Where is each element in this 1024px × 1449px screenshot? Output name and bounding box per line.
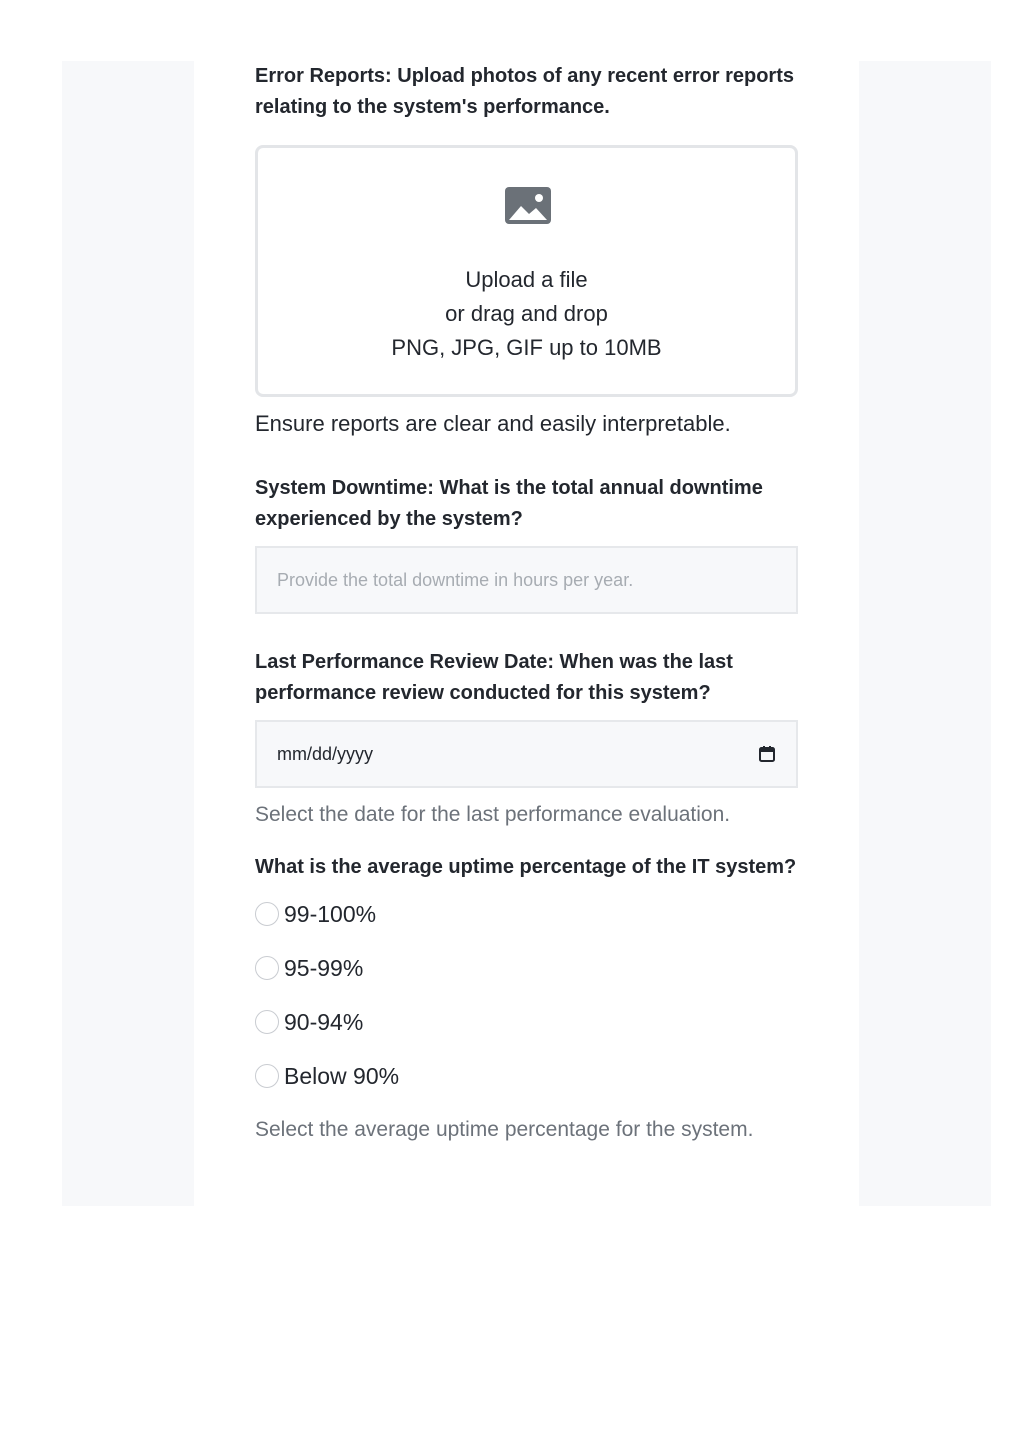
upload-instructions	[258, 263, 795, 365]
file-types-text: PNG, JPG, GIF up to 10MB	[391, 335, 662, 360]
radio-button[interactable]	[255, 1010, 279, 1034]
file-upload-dropzone[interactable]	[255, 145, 798, 397]
error-reports-help: Ensure reports are clear and easily interpretable.	[255, 411, 731, 436]
radio-button[interactable]	[255, 1064, 279, 1088]
drag-drop-text: or drag and drop	[445, 301, 608, 326]
downtime-input[interactable]	[255, 546, 798, 614]
radio-label: Below 90%	[284, 1062, 400, 1089]
image-icon	[505, 187, 551, 224]
uptime-option-99-100[interactable]	[255, 899, 798, 929]
downtime-label: System Downtime: What is the total annual downtime experienced by the system?	[255, 477, 763, 530]
uptime-label: What is the average uptime percentage of the IT system?	[255, 856, 797, 878]
uptime-radio-group	[255, 899, 798, 1091]
radio-button[interactable]	[255, 902, 279, 926]
radio-button[interactable]	[255, 956, 279, 980]
calendar-icon[interactable]	[758, 745, 776, 763]
review-date-help: Select the date for the last performance evaluation.	[255, 803, 731, 826]
uptime-option-90-94[interactable]	[255, 1007, 798, 1037]
form-content	[255, 61, 798, 1145]
radio-label: 90-94%	[284, 1008, 364, 1035]
uptime-option-below-90[interactable]	[255, 1061, 798, 1091]
upload-file-link[interactable]: Upload a file	[465, 267, 588, 292]
error-reports-label: Error Reports: Upload photos of any recent error reports relating to the system's performance.	[255, 65, 794, 118]
radio-label: 99-100%	[284, 900, 377, 927]
review-date-input[interactable]	[255, 720, 798, 788]
radio-label: 95-99%	[284, 954, 364, 981]
uptime-help: Select the average uptime percentage for the system.	[255, 1118, 754, 1141]
uptime-option-95-99[interactable]	[255, 953, 798, 983]
date-input-value: mm/dd/yyyy	[277, 743, 374, 764]
review-date-label: Last Performance Review Date: When was the last performance review conducted for this system?	[255, 651, 733, 704]
